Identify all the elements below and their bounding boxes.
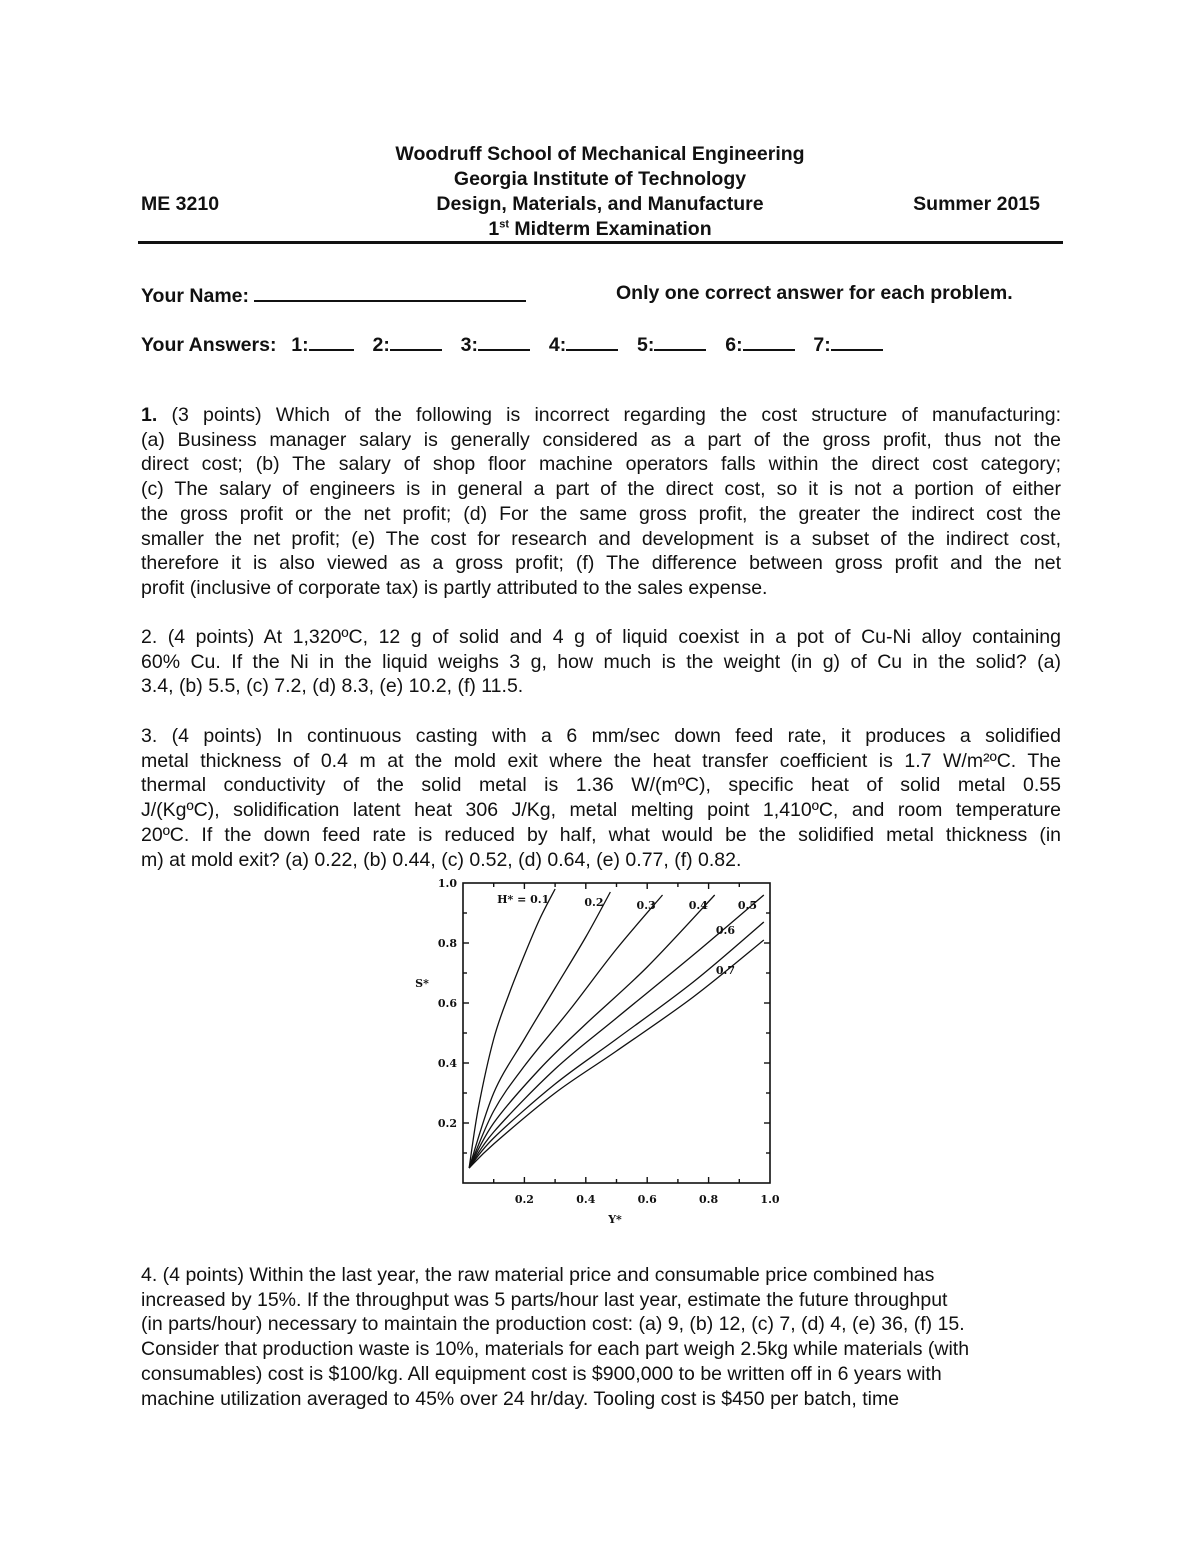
curve-label: 0.6 — [715, 924, 736, 937]
question-line: J/(KgºC), solidification latent heat 306 J/Kg, metal melting point 1,410ºC, and room temperature — [141, 799, 1061, 822]
y-tick-label: 0.2 — [437, 1117, 457, 1130]
curve-label: 0.4 — [688, 899, 708, 912]
curve-0.6 — [469, 922, 764, 1168]
x-tick-label: 0.2 — [514, 1193, 534, 1206]
x-tick-label: 0.6 — [637, 1193, 657, 1206]
answer-field-2[interactable] — [390, 331, 442, 351]
solidification-chart — [400, 870, 800, 1240]
chart-plot — [400, 870, 800, 1240]
exam-title — [0, 218, 1200, 241]
question-1 — [141, 403, 1061, 601]
answer-field-4[interactable] — [566, 331, 618, 351]
chart-curves — [469, 889, 764, 1168]
question-4 — [141, 1263, 1061, 1411]
question-line: 20ºC. If the down feed rate is reduced by half, what would be the solidified metal thickness (in — [141, 823, 1061, 846]
term: Summer 2015 — [913, 193, 1040, 215]
exam-ordinal: 1 — [488, 218, 500, 240]
x-tick-label: 0.8 — [699, 1193, 719, 1206]
question-line: (in parts/hour) necessary to maintain the production cost: (a) 9, (b) 12, (c) 7, (d) 4, (e) 36, (f) 15. — [141, 1313, 965, 1336]
exam-ordinal-suffix: st — [499, 218, 509, 231]
header-divider — [138, 241, 1063, 244]
instruction-text: Only one correct answer for each problem. — [616, 282, 1013, 304]
question-line: (a) Business manager salary is generally considered as a part of the gross profit, thus not the — [141, 428, 1061, 451]
question-line: 4. (4 points) Within the last year, the raw material price and consumable price combined has — [141, 1264, 935, 1286]
answer-slot-2: 2: — [372, 334, 441, 356]
question-line: smaller the net profit; (e) The cost for research and development is a subset of the indirect cost, — [141, 527, 1061, 550]
answer-slot-3: 3: — [461, 334, 530, 356]
question-line: Consider that production waste is 10%, materials for each part weigh 2.5kg while materials (with — [141, 1338, 970, 1361]
question-line: (c) The salary of engineers is in general a part of the direct cost, so it is not a portion of either — [141, 478, 1061, 501]
question-3 — [141, 724, 1061, 872]
question-line: 60% Cu. If the Ni in the liquid weighs 3 g, how much is the weight (in g) of Cu in the solid? (a) — [141, 650, 1061, 673]
x-tick-label: 1.0 — [760, 1193, 780, 1206]
name-label: Your Name: — [141, 285, 249, 307]
question-line: thermal conductivity of the solid metal is 1.36 W/(mºC), specific heat of solid metal 0.55 — [141, 774, 1061, 797]
question-line: profit (inclusive of corporate tax) is partly attributed to the sales expense. — [141, 576, 768, 599]
curve-label: H* = 0.1 — [497, 893, 550, 906]
question-line: increased by 15%. If the throughput was 5 parts/hour last year, estimate the future throughput — [141, 1288, 948, 1311]
answer-field-7[interactable] — [831, 331, 883, 351]
school-name: Woodruff School of Mechanical Engineering — [395, 143, 805, 165]
question-line: 1. (3 points) Which of the following is incorrect regarding the cost structure of manufacturing: — [141, 404, 1061, 426]
question-line: the gross profit or the net profit; (d) For the same gross profit, the greater the indirect cost the — [141, 502, 1061, 525]
answer-slot-5: 5: — [637, 334, 706, 356]
y-tick-label: 0.8 — [437, 937, 457, 950]
answer-slot-4: 4: — [549, 334, 618, 356]
answers-label: Your Answers: — [141, 334, 277, 356]
answer-field-5[interactable] — [654, 331, 706, 351]
answer-field-3[interactable] — [478, 331, 530, 351]
question-line: 2. (4 points) At 1,320ºC, 12 g of solid and 4 g of liquid coexist in a pot of Cu-Ni alloy containing — [141, 626, 1061, 648]
curve-label: 0.5 — [737, 899, 758, 912]
y-tick-label: 1.0 — [437, 877, 457, 890]
question-line: 3. (4 points) In continuous casting with a 6 mm/sec down feed rate, it produces a solidified — [141, 725, 1061, 747]
curve-label: 0.2 — [584, 896, 604, 909]
y-axis-label: S* — [415, 977, 429, 990]
answer-slot-7: 7: — [813, 334, 882, 356]
question-2 — [141, 625, 1061, 699]
question-line: m) at mold exit? (a) 0.22, (b) 0.44, (c) 0.52, (d) 0.64, (e) 0.77, (f) 0.82. — [141, 848, 742, 871]
question-line: metal thickness of 0.4 m at the mold exit where the heat transfer coefficient is 1.7 W/m²ºC. The — [141, 749, 1061, 772]
course-code: ME 3210 — [141, 193, 220, 215]
course-title: Design, Materials, and Manufacture — [436, 193, 764, 215]
question-line: consumables) cost is $100/kg. All equipment cost is $900,000 to be written off in 6 years with — [141, 1362, 942, 1385]
question-number: 3. — [141, 725, 158, 747]
answer-field-6[interactable] — [743, 331, 795, 351]
name-row — [141, 282, 526, 308]
answer-slot-1: 1: — [291, 334, 353, 356]
institute-name: Georgia Institute of Technology — [453, 168, 747, 190]
question-line: therefore it is also viewed as a gross profit; (f) The difference between gross profit and the net — [141, 552, 1061, 575]
question-number: 2. — [141, 626, 158, 648]
curve-label: 0.7 — [715, 964, 736, 977]
exam-title-text: Midterm Examination — [509, 218, 712, 240]
name-field[interactable] — [254, 282, 526, 302]
answer-field-1[interactable] — [309, 331, 354, 351]
curve-label: 0.3 — [636, 899, 656, 912]
y-tick-label: 0.6 — [437, 997, 457, 1010]
question-line: machine utilization averaged to 45% over 24 hr/day. Tooling cost is $450 per batch, time — [141, 1387, 900, 1410]
question-line: 3.4, (b) 5.5, (c) 7.2, (d) 8.3, (e) 10.2, (f) 11.5. — [141, 675, 524, 698]
question-number: 4. — [141, 1264, 158, 1286]
answers-row — [141, 331, 883, 357]
question-line: direct cost; (b) The salary of shop floor machine operators falls within the direct cost category; — [141, 453, 1061, 476]
y-tick-label: 0.4 — [437, 1057, 457, 1070]
x-axis-label: Y* — [608, 1213, 622, 1226]
question-number: 1. — [141, 404, 158, 426]
x-tick-label: 0.4 — [576, 1193, 596, 1206]
answer-slot-6: 6: — [725, 334, 794, 356]
curve-0.2 — [469, 892, 610, 1168]
